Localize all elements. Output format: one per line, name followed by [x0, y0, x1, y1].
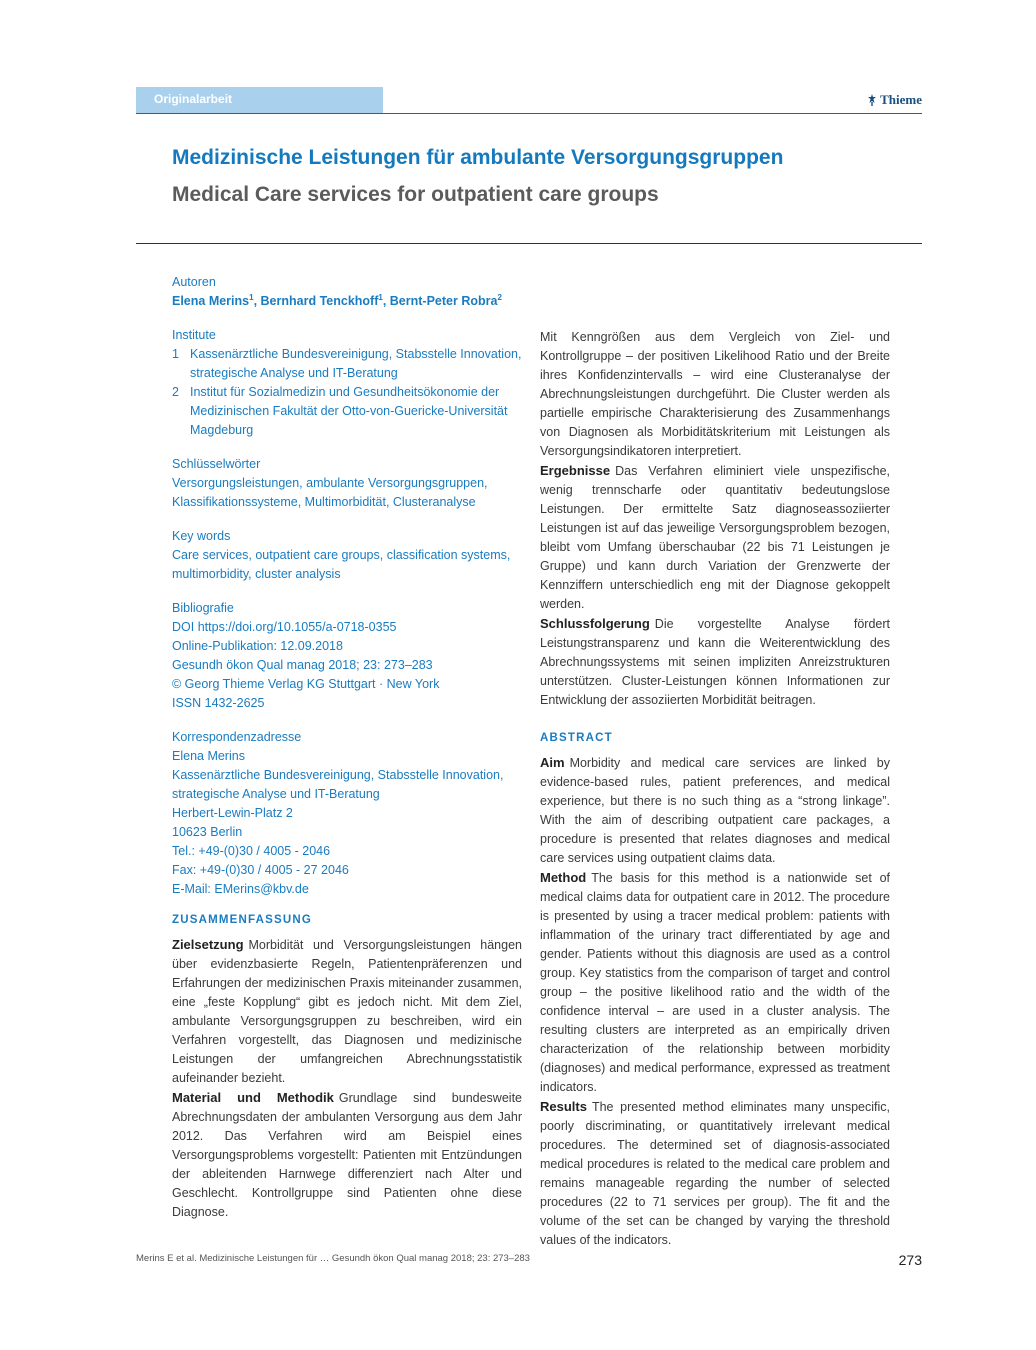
author-name: Bernhard Tenckhoff: [260, 294, 379, 308]
paragraph-text: Morbidität und Versorgungsleistungen hängen über evidenzbasierte Regeln, Patientenpräferenzen und Erfahrungen der medizinischen Praxis miteinander zusammen, eine „feste Kopplung“ gibt es jedoch nicht. Mit dem Ziel, ambulante Versorgungsgruppen zu beschreiben, wird ein Verfahren vorgestellt, das Diagnosen und medizinische Leistungen der umfangreichen Abrechnungsstatistik aufeinander bezieht.: [172, 938, 522, 1085]
publisher-logo: [867, 92, 922, 108]
institute-number: 1: [172, 347, 179, 361]
correspondence-block: [172, 728, 522, 899]
run-in-label: Aim: [540, 755, 565, 770]
paragraph: [540, 461, 890, 614]
paragraph: [540, 614, 890, 710]
run-in-label: Schlussfolgerung: [540, 616, 650, 631]
title-german: Medizinische Leistungen für ambulante Versorgungsgruppen: [172, 146, 784, 169]
author-name: Elena Merins: [172, 294, 250, 308]
paragraph: [540, 1097, 890, 1250]
publisher-name: Thieme: [880, 92, 922, 107]
zusammenfassung-continued: [540, 328, 890, 710]
institute-text: Institut für Sozialmedizin und Gesundheitsökonomie der Medizinischen Fakultät der Otto-von-Guericke-Universität Magdeburg: [190, 385, 508, 437]
bibliography-block: [172, 599, 522, 713]
author-affiliation: 2: [497, 292, 502, 302]
institutes-block: [172, 326, 522, 440]
doi-label: DOI: [172, 620, 195, 634]
category-banner: [136, 87, 383, 114]
author-separator: ,: [382, 294, 390, 308]
paragraph-text: The basis for this method is a nationwide set of medical claims data for outpatient care in 2012. The procedure is presented by using a tracer medical problem: patients with inflammation of the urinary tract differentiated by age and gender. Patients without this diagnosis are used as a control group. Key statistics from the comparison of target and control group – the positive likelihood ratio and the width of the confidence interval – are used in a cluster analysis. The resulting clusters are interpreted as an empirically driven characterization of the relationship between morbidity (diagnoses) and medical performance, expressed as treatment indicators.: [540, 871, 890, 1094]
run-in-label: Method: [540, 870, 587, 885]
paragraph-text: Grundlage sind bundesweite Abrechnungsdaten der ambulanten Versorgung aus dem Jahr 2012. Das Verfahren wird am Beispiel eines Versorgungsproblems vorgestellt: Patienten mit Entzündungen der ableitenden Harnwege differenziert nach Alter und Geschlecht. Kontrollgruppe sind Patienten ohne diese Diagnose.: [172, 1091, 522, 1219]
author-affiliation: 1: [249, 292, 254, 302]
zusammenfassung-heading: ZUSAMMENFASSUNG: [172, 914, 313, 926]
correspondence-line: 10623 Berlin: [172, 825, 243, 839]
institute-item: [172, 383, 522, 440]
keywords-en-text: Care services, outpatient care groups, classification systems, multimorbidity, cluster analysis: [172, 548, 511, 581]
paragraph-text: Mit Kenngrößen aus dem Vergleich von Ziel- und Kontrollgruppe – der positiven Likelihood Ratio und der Breite ihres Konfidenzintervalls – wird eine Clusteranalyse der Abrechnungsleistungen durchgeführt. Die Cluster werden als partielle empirische Charakterisierung des Zusammenhangs von Diagnosen als Morbiditätskriterium mit Leistungen als Versorgungsindikatoren interpretiert.: [540, 330, 890, 458]
keywords-en-label: Key words: [172, 529, 231, 543]
keywords-de-label: Schlüsselwörter: [172, 457, 261, 471]
keywords-de-text: Versorgungsleistungen, ambulante Versorgungsgruppen, Klassifikationssysteme, Multimorbidität, Clusteranalyse: [172, 476, 488, 509]
run-in-label: Ergebnisse: [540, 463, 611, 478]
correspondence-label: Korrespondenzadresse: [172, 730, 302, 744]
paragraph-text: The presented method eliminates many unspecific, poorly discriminating, or quantitatively irrelevant medical procedures. The determined set of diagnosis-associated medical procedures is related to the medical care problem and remains manageable regarding the number of selected procedures (22 to 71 services per group). The fit and the volume of the set can be changed by varying the threshold values of the indicators.: [540, 1100, 890, 1247]
authors-list: [172, 292, 522, 311]
keywords-en-block: [172, 527, 522, 584]
zusammenfassung-text: [172, 935, 522, 1222]
author-name: Bernt-Peter Robra: [389, 294, 498, 308]
correspondence-line: Tel.: +49-(0)30 / 4005 - 2046: [172, 844, 331, 858]
paragraph-text: Morbidity and medical care services are linked by evidence-based rules, patient preferences, and medical experience, but there is no such thing as a “strong linkage”. With the aim of describing outpatient care packages, a procedure is presented that relates diagnoses and medical care services using outpatient claims data.: [540, 756, 890, 865]
doi-link[interactable]: https://doi.org/10.1055/a-0718-0355: [197, 620, 397, 634]
abstract-heading: ABSTRACT: [540, 732, 613, 744]
correspondence-line: Herbert-Lewin-Platz 2: [172, 806, 293, 820]
doi-line: [172, 618, 522, 637]
online-date: Online-Publikation: 12.09.2018: [172, 639, 343, 653]
bibliography-label: Bibliografie: [172, 601, 234, 615]
keywords-de-block: [172, 455, 522, 512]
correspondence-email[interactable]: E-Mail: EMerins@kbv.de: [172, 882, 309, 896]
paragraph-text: Die vorgestellte Analyse fördert Leistungstransparenz und kann die Weiterentwicklung des Abrechnungssystems mit seinen impliziten Anreizstrukturen unterstützen. Cluster-Leistungen können Informationen zur Entwicklung der assoziierten Morbidität beitragen.: [540, 617, 890, 707]
title-english: Medical Care services for outpatient care groups: [172, 183, 659, 206]
abstract-text: [540, 753, 890, 1250]
issn: ISSN 1432-2625: [172, 696, 265, 710]
header-rule: [136, 113, 922, 114]
institute-text: Kassenärztliche Bundesvereinigung, Stabsstelle Innovation, strategische Analyse und IT-Beratung: [190, 347, 522, 380]
paragraph-text: Das Verfahren eliminiert viele unspezifische, wenig trennscharfe oder quantitativ bedeutungslose Leistungen. Der ermittelte Satz diagnoseassoziierter Leistungen ist auf das jeweilige Versorgungsproblem bezogen, bleibt vom Umfang überschaubar (22 bis 71 Leistungen je Gruppe) und kann durch Variation der Grenzwerte der Kennziffern unterschiedlich eng mit der Diagnose gekoppelt werden.: [540, 464, 890, 611]
run-in-label: Material und Methodik: [172, 1090, 334, 1105]
run-in-label: Zielsetzung: [172, 937, 244, 952]
journal-citation: Gesundh ökon Qual manag 2018; 23: 273–283: [172, 658, 433, 672]
correspondence-line: Kassenärztliche Bundesvereinigung, Stabsstelle Innovation, strategische Analyse und IT-Beratung: [172, 768, 504, 801]
correspondence-line: Elena Merins: [172, 749, 245, 763]
title-rule: [136, 243, 922, 244]
institutes-label: Institute: [172, 328, 216, 342]
authors-block: [172, 273, 522, 311]
author-affiliation: 1: [378, 292, 383, 302]
page-number: 273: [898, 1252, 922, 1268]
copyright: © Georg Thieme Verlag KG Stuttgart · New York: [172, 677, 440, 691]
institute-item: [172, 345, 522, 383]
paragraph: [540, 328, 890, 461]
run-in-label: Results: [540, 1099, 587, 1114]
author-separator: ,: [253, 294, 261, 308]
left-column: [172, 273, 522, 1222]
authors-label: Autoren: [172, 275, 216, 289]
thieme-icon: [867, 94, 877, 106]
paragraph: [172, 1088, 522, 1222]
footer-citation: Merins E et al. Medizinische Leistungen für … Gesundh ökon Qual manag 2018; 23: 273–283: [136, 1253, 530, 1264]
right-column: [540, 328, 890, 1250]
paragraph: [540, 868, 890, 1097]
correspondence-line: Fax: +49-(0)30 / 4005 - 27 2046: [172, 863, 349, 877]
paragraph: [172, 935, 522, 1088]
institute-number: 2: [172, 385, 179, 399]
category-label: Originalarbeit: [154, 92, 233, 106]
paragraph: [540, 753, 890, 868]
